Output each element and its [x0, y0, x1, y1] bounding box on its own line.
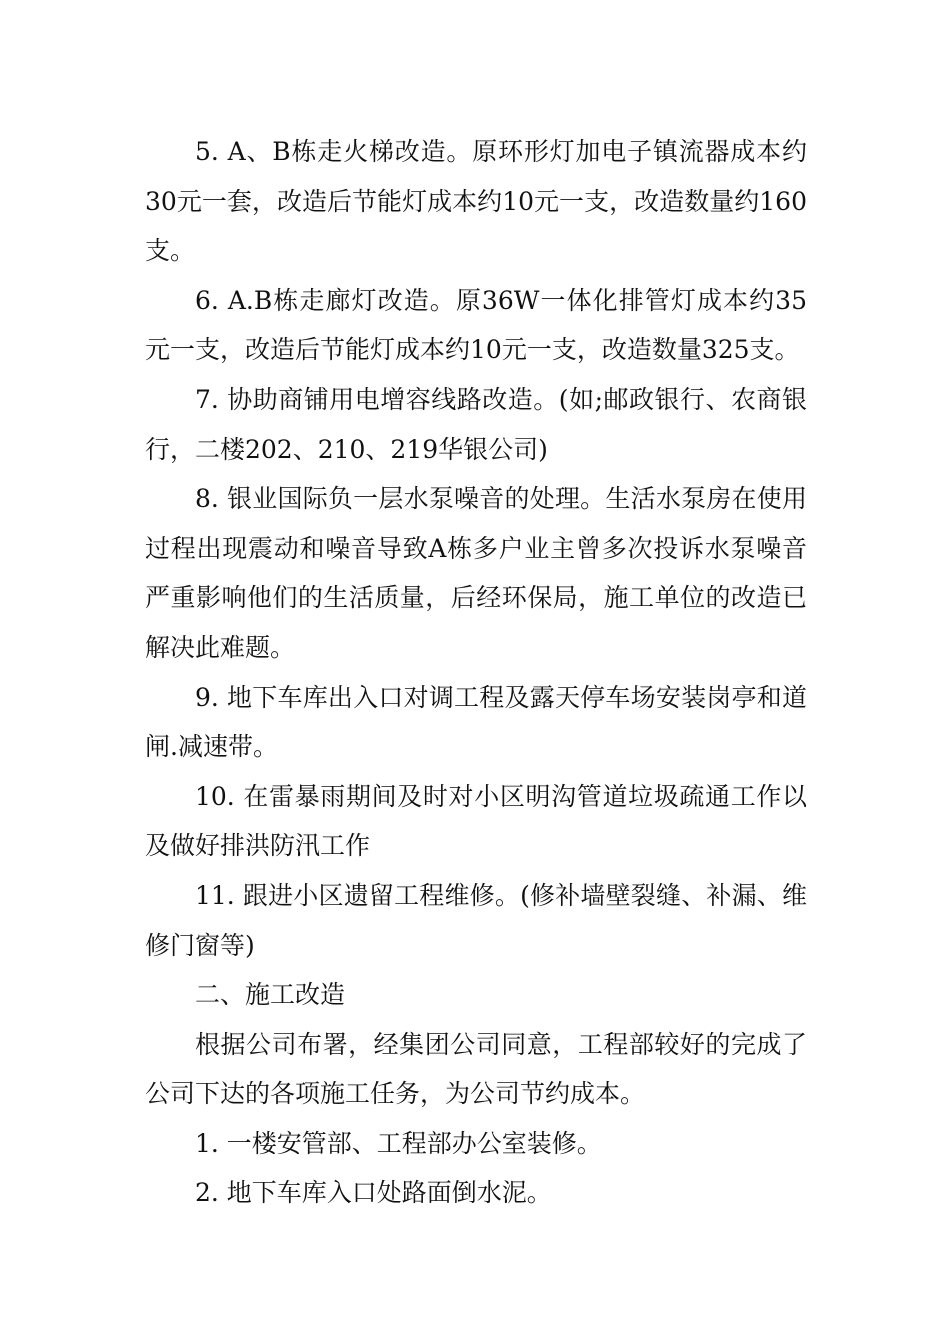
paragraph-item-8: 8. 银业国际负一层水泵噪音的处理。生活水泵房在使用过程出现震动和噪音导致A栋多户业主曾多次投诉水泵噪音严重影响他们的生活质量，后经环保局，施工单位的改造已解决此难题。 [145, 484, 807, 662]
paragraph-item-6: 6. A.B栋走廊灯改造。原36W一体化排管灯成本约35元一支，改造后节能灯成本约10元一支，改造数量325支。 [145, 285, 807, 365]
paragraph-item-7: 7. 协助商铺用电增容线路改造。(如;邮政银行、农商银行，二楼202、210、219华银公司) [145, 384, 807, 464]
paragraph-item-5: 5. A、B栋走火梯改造。原环形灯加电子镇流器成本约30元一套，改造后节能灯成本约10元一支，改造数量约160支。 [145, 137, 807, 266]
paragraph-item-1: 1. 一楼安管部、工程部办公室装修。 [195, 1128, 602, 1158]
paragraph-item-11: 11. 跟进小区遗留工程维修。(修补墙壁裂缝、补漏、维修门窗等) [145, 880, 807, 960]
document-body [145, 127, 807, 1218]
paragraph-item-9: 9. 地下车库出入口对调工程及露天停车场安装岗亭和道闸.减速带。 [145, 682, 807, 762]
paragraph-item-10: 10. 在雷暴雨期间及时对小区明沟管道垃圾疏通工作以及做好排洪防汛工作 [145, 781, 807, 861]
paragraph-item-2: 2. 地下车库入口处路面倒水泥。 [195, 1178, 552, 1208]
section-intro-paragraph: 根据公司布署，经集团公司同意，工程部较好的完成了公司下达的各项施工任务，为公司节约成本。 [145, 1029, 807, 1109]
section-heading: 二、施工改造 [195, 980, 346, 1010]
